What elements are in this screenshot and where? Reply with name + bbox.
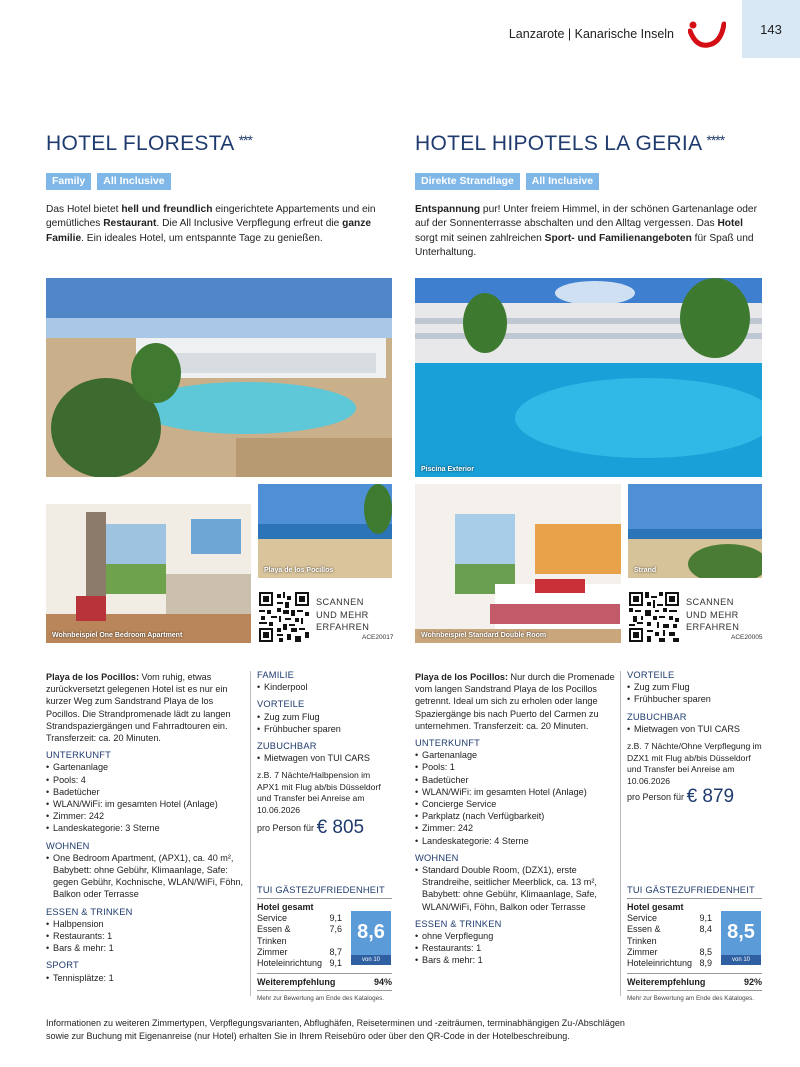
essen-list: • ohne Verpflegung • Restaurants: 1 • Bars & mehr: 1 xyxy=(415,930,615,967)
unterkunft-list: • Gartenanlage • Pools: 4 • Badetücher • WLAN/WiFi: im gesamten Hotel (Anlage) • Zimmer: 242 • Landeskategorie: 3 Sterne xyxy=(46,761,246,834)
score-scale: von 10 xyxy=(351,955,391,965)
photo-beach xyxy=(258,484,392,578)
page-number: 143 xyxy=(742,0,800,58)
score-value: 8,5 xyxy=(727,921,755,943)
price: € 879 xyxy=(686,786,735,808)
sat-row: Hoteleinrichtung 9,1 xyxy=(257,958,342,969)
satisfaction-title: TUI GÄSTEZUFRIEDENHEIT xyxy=(627,885,755,895)
sat-row: Service 9,1 xyxy=(627,913,712,924)
sat-head: Hotel gesamt xyxy=(257,902,314,912)
header-destination: Lanzarote | Kanarische Inseln xyxy=(508,27,674,41)
section-title: WOHNEN xyxy=(415,852,459,863)
hotel-booking-info xyxy=(257,669,392,837)
photo-caption: Playa de los Pocillos xyxy=(264,567,334,574)
hotel-title-floresta xyxy=(46,132,252,156)
location-text: Playa de los Pocillos: Nur durch die Promenade vom langen Sandstrand Playa de los Pocillos getrennt. Ideal um sich zu erholen oder lange Spaziergänge bis nach Puerto del Carmen zu unternehmen. Transferzeit: ca. 20 Minuten. xyxy=(415,672,615,731)
qr-code[interactable] xyxy=(629,592,679,642)
price-info: z.B. 7 Nächte/Halbpension im APX1 mit Flug ab/bis Düsseldorf und Transfer bei Anreise am 10.06.2026 xyxy=(257,770,381,815)
sat-row: Essen & Trinken 8,4 xyxy=(627,924,712,946)
tag-row xyxy=(46,171,177,190)
location-text: Playa de los Pocillos: Vom ruhig, etwas zurückversetzt gelegenen Hotel ist es nur ein kurzer Weg zum Sandstrand Playa de los Pocillos. Die Strandpromenade lädt zu langen Strandspaziergängen und Fahrradtouren ein. Transferzeit: ca. 20 Minuten. xyxy=(46,672,231,744)
tui-logo xyxy=(688,18,726,48)
catalog-code: ACE20005 xyxy=(731,634,763,641)
footer-info: Informationen zu weiteren Zimmertypen, Verpflegungsvarianten, Abflughäfen, Reiseterminen und -zeiträumen, terminabhängigen Zu-/Abschlägen sowie zur Buchung mit Eigenanreise (nur Hotel) erhalten Sie in Ihrem Reisebüro oder über den QR-Code in der Hotelbeschreibung. xyxy=(46,1018,625,1041)
hotel-details xyxy=(46,671,246,984)
sat-row: Essen & Trinken 7,6 xyxy=(257,924,342,946)
section-title: ZUBUCHBAR xyxy=(627,711,687,722)
sat-row: Hoteleinrichtung 8,9 xyxy=(627,958,712,969)
tag-beach: Direkte Strandlage xyxy=(415,173,520,190)
recommendation: Weiterempfehlung 92% xyxy=(627,973,762,987)
satisfaction-box xyxy=(257,885,392,1002)
score-value: 8,6 xyxy=(357,921,385,943)
photo-caption: Strand xyxy=(634,567,657,574)
tag-all-inclusive: All Inclusive xyxy=(526,173,599,190)
vorteile-list: • Zug zum Flug • Frühbucher sparen xyxy=(627,681,762,705)
wohnen-list: • Standard Double Room, (DZX1), erste Strandreihe, seitlicher Meerblick, ca. 13 m², Babybett: ohne Gebühr, Klimaanlage, Safe, WLAN/WiFi, Föhn, Balkon oder Terrasse xyxy=(415,864,615,913)
sat-row: Zimmer 8,7 xyxy=(257,946,342,957)
photo-caption: Piscina Exterior xyxy=(421,466,474,473)
catalog-code: ACE20017 xyxy=(362,634,394,641)
section-title: VORTEILE xyxy=(257,699,305,710)
unterkunft-list: • Gartenanlage • Pools: 1 • Badetücher • WLAN/WiFi: im gesamten Hotel (Anlage) • Concierge Service • Parkplatz (nach Verfügbarkeit) • Zimmer: 242 • Landeskategorie: 4 Sterne xyxy=(415,749,615,847)
photo-apartment xyxy=(46,484,251,643)
section-title: VORTEILE xyxy=(627,670,675,680)
recommendation: Weiterempfehlung 94% xyxy=(257,973,392,987)
hotel-booking-info xyxy=(627,669,762,808)
scan-label: SCANNEN UND MEHR ERFAHREN xyxy=(686,597,740,632)
divider xyxy=(250,671,251,996)
hotel-name: HOTEL HIPOTELS LA GERIA xyxy=(415,132,703,155)
sat-head: Hotel gesamt xyxy=(627,902,684,912)
vorteile-list: • Zug zum Flug • Frühbucher sparen xyxy=(257,711,392,735)
sat-row: Zimmer 8,5 xyxy=(627,946,712,957)
photo-room xyxy=(415,484,621,643)
zubuchbar-list: • Mietwagen von TUI CARS xyxy=(257,752,392,764)
essen-list: • Halbpension • Restaurants: 1 • Bars & mehr: 1 xyxy=(46,918,246,955)
sport-list: • Tennisplätze: 1 xyxy=(46,972,246,984)
photo-caption: Wohnbeispiel Standard Double Room xyxy=(421,632,547,639)
score-scale: von 10 xyxy=(721,955,761,965)
rating-note: Mehr zur Bewertung am Ende des Kataloges. xyxy=(257,990,392,1002)
price: € 805 xyxy=(316,817,365,839)
scan-label: SCANNEN UND MEHR ERFAHREN xyxy=(316,597,370,632)
hotel-intro: Entspannung pur! Unter freiem Himmel, in der schönen Gartenanlage oder auf der Sonnenterrasse abschalten und den Alltag vergessen. Das Hotel sorgt mit seinen zahlreichen Sport- und Familienangeboten für Spaß und Unterhaltung. xyxy=(415,204,757,259)
qr-code[interactable] xyxy=(259,592,309,642)
photo-beach xyxy=(628,484,762,578)
divider xyxy=(620,671,621,996)
photo-hotel-pool xyxy=(46,278,392,477)
hotel-details xyxy=(415,671,615,967)
satisfaction-box xyxy=(627,885,762,1002)
photo-hotel-pool xyxy=(415,278,762,477)
hotel-intro: Das Hotel bietet hell und freundlich eingerichtete Appartements und ein gemütliches Restaurant. Die All Inclusive Verpflegung erfreut die ganze Familie. Ein ideales Hotel, um entspannte Tage zu genießen. xyxy=(46,204,376,244)
satisfaction-title: TUI GÄSTEZUFRIEDENHEIT xyxy=(257,885,385,895)
sat-row: Service 9,1 xyxy=(257,913,342,924)
score-badge xyxy=(721,911,761,965)
tag-all-inclusive: All Inclusive xyxy=(97,173,170,190)
tag-family: Family xyxy=(46,173,91,190)
zubuchbar-list: • Mietwagen von TUI CARS xyxy=(627,723,762,735)
section-title: UNTERKUNFT xyxy=(415,738,481,749)
star-rating: **** xyxy=(706,132,725,148)
section-title: FAMILIE xyxy=(257,670,295,680)
section-title: WOHNEN xyxy=(46,840,90,851)
star-rating: *** xyxy=(238,132,252,148)
wohnen-list: • One Bedroom Apartment, (APX1), ca. 40 m², Babybett: ohne Gebühr, Klimaanlage, Safe: gegen Gebühr, Kochnische, WLAN/WiFi, Föhn, Balkon oder Terrasse xyxy=(46,852,246,901)
section-title: SPORT xyxy=(46,960,79,971)
price-line: pro Person für € 805 xyxy=(257,817,365,839)
price-info: z.B. 7 Nächte/Ohne Verpflegung im DZX1 mit Flug ab/bis Düsseldorf und Transfer bei Anreise am 10.06.2026 xyxy=(627,741,762,786)
section-title: ZUBUCHBAR xyxy=(257,741,317,752)
hotel-title-hipotels xyxy=(415,132,724,156)
hotel-name: HOTEL FLORESTA xyxy=(46,132,235,155)
section-title: ESSEN & TRINKEN xyxy=(46,906,133,917)
price-line: pro Person für € 879 xyxy=(627,786,735,808)
rating-note: Mehr zur Bewertung am Ende des Kataloges. xyxy=(627,990,762,1002)
photo-caption: Wohnbeispiel One Bedroom Apartment xyxy=(52,632,183,639)
tag-row xyxy=(415,171,605,190)
section-title: UNTERKUNFT xyxy=(46,750,112,761)
familie-list: • Kinderpool xyxy=(257,681,392,693)
score-badge xyxy=(351,911,391,965)
section-title: ESSEN & TRINKEN xyxy=(415,918,502,929)
